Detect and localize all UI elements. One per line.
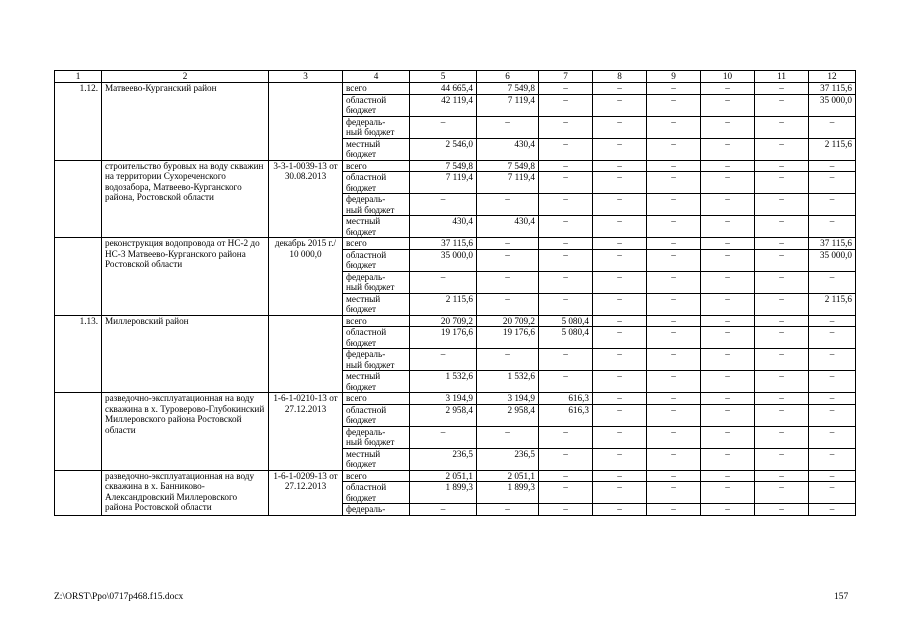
value-cell: – xyxy=(593,393,647,405)
value-cell: 37 115,6 xyxy=(809,83,856,95)
value-cell: – xyxy=(539,349,593,371)
value-cell: – xyxy=(809,470,856,482)
value-cell: – xyxy=(593,83,647,95)
value-cell: – xyxy=(539,194,593,216)
value-cell: 430,4 xyxy=(477,138,539,160)
value-cell: 2 115,6 xyxy=(410,293,477,315)
value-cell: – xyxy=(647,160,701,172)
value-cell: – xyxy=(755,138,809,160)
value-cell: – xyxy=(755,194,809,216)
value-cell: – xyxy=(701,448,755,470)
funding-source-line: федераль- xyxy=(346,504,386,514)
funding-source-line: бюджет xyxy=(346,182,377,193)
funding-source-line: федераль- xyxy=(346,349,386,359)
value-cell: – xyxy=(701,404,755,426)
table-row xyxy=(55,83,856,95)
funding-source-line: ный бюджет xyxy=(346,127,395,137)
value-cell: – xyxy=(647,504,701,516)
value-cell: – xyxy=(477,194,539,216)
table-row xyxy=(55,393,856,405)
funding-source-line: местный xyxy=(346,293,381,304)
funding-source-cell xyxy=(343,194,410,216)
value-cell: – xyxy=(701,238,755,250)
funding-source-line: всего xyxy=(346,470,367,481)
header-cell: 7 xyxy=(539,71,593,83)
value-cell: – xyxy=(701,293,755,315)
value-cell: – xyxy=(539,83,593,95)
value-cell: – xyxy=(755,116,809,138)
value-cell: – xyxy=(647,327,701,349)
value-cell: – xyxy=(647,293,701,315)
value-cell: – xyxy=(809,504,856,516)
value-cell: – xyxy=(647,138,701,160)
value-cell: 2 115,6 xyxy=(809,138,856,160)
funding-source-cell xyxy=(343,504,410,516)
funding-source-cell xyxy=(343,448,410,470)
value-cell: – xyxy=(477,238,539,250)
header-cell: 2 xyxy=(102,71,269,83)
value-cell: – xyxy=(410,271,477,293)
header-cell: 8 xyxy=(593,71,647,83)
value-cell: – xyxy=(701,94,755,116)
value-cell: 37 115,6 xyxy=(809,238,856,250)
value-cell: 2 051,1 xyxy=(410,470,477,482)
value-cell: – xyxy=(755,83,809,95)
value-cell: 19 176,6 xyxy=(410,327,477,349)
value-cell: – xyxy=(755,160,809,172)
value-cell: – xyxy=(539,426,593,448)
value-cell: – xyxy=(809,271,856,293)
value-cell: – xyxy=(410,349,477,371)
value-cell: – xyxy=(477,116,539,138)
value-cell: – xyxy=(647,238,701,250)
value-cell: – xyxy=(539,482,593,504)
funding-source-line: местный xyxy=(346,371,381,381)
funding-source-cell xyxy=(343,83,410,95)
value-cell: – xyxy=(701,271,755,293)
value-cell: – xyxy=(477,271,539,293)
value-cell: – xyxy=(539,371,593,393)
header-cell: 12 xyxy=(809,71,856,83)
value-cell: – xyxy=(701,315,755,327)
value-cell: – xyxy=(593,238,647,250)
value-cell: – xyxy=(755,349,809,371)
header-cell: 5 xyxy=(410,71,477,83)
reference-cell: декабрь 2015 г./ 10 000,0 xyxy=(269,238,343,316)
value-cell: – xyxy=(755,293,809,315)
value-cell: – xyxy=(755,393,809,405)
value-cell: 7 119,4 xyxy=(477,172,539,194)
value-cell: 2 115,6 xyxy=(809,293,856,315)
value-cell: – xyxy=(539,448,593,470)
funding-source-cell xyxy=(343,238,410,250)
value-cell: – xyxy=(539,470,593,482)
value-cell: – xyxy=(809,349,856,371)
header-cell: 9 xyxy=(647,71,701,83)
funding-source-line: федераль- xyxy=(346,194,386,204)
header-cell: 6 xyxy=(477,71,539,83)
value-cell: – xyxy=(593,172,647,194)
file-path: Z:\ORST\Ppo\0717p468.f15.docx xyxy=(54,592,184,602)
budget-table xyxy=(54,70,856,516)
funding-source-line: ный бюджет xyxy=(346,359,395,370)
funding-source-line: федераль- xyxy=(346,116,386,127)
value-cell: – xyxy=(755,482,809,504)
funding-source-line: бюджет xyxy=(346,492,377,503)
table-header-row xyxy=(55,71,856,83)
object-name-cell: Матвеево-Курганский район xyxy=(102,83,269,161)
value-cell: – xyxy=(593,249,647,271)
funding-source-line: бюджет xyxy=(346,149,377,159)
section-number-cell xyxy=(55,238,102,316)
value-cell: – xyxy=(593,138,647,160)
value-cell: 44 665,4 xyxy=(410,83,477,95)
funding-source-cell xyxy=(343,172,410,194)
value-cell: – xyxy=(809,327,856,349)
value-cell: 7 119,4 xyxy=(410,172,477,194)
header-cell: 11 xyxy=(755,71,809,83)
funding-source-line: областной xyxy=(346,404,387,415)
value-cell: – xyxy=(701,249,755,271)
value-cell: – xyxy=(755,172,809,194)
value-cell: – xyxy=(593,315,647,327)
value-cell: – xyxy=(701,482,755,504)
value-cell: – xyxy=(593,327,647,349)
funding-source-line: бюджет xyxy=(346,260,377,270)
value-cell: – xyxy=(410,116,477,138)
value-cell: – xyxy=(701,194,755,216)
value-cell: – xyxy=(755,371,809,393)
funding-source-cell xyxy=(343,349,410,371)
value-cell: – xyxy=(593,271,647,293)
value-cell: – xyxy=(593,160,647,172)
value-cell: – xyxy=(593,404,647,426)
value-cell: – xyxy=(809,404,856,426)
section-number-cell xyxy=(55,470,102,515)
value-cell: – xyxy=(593,504,647,516)
value-cell: – xyxy=(410,426,477,448)
value-cell: – xyxy=(410,194,477,216)
funding-source-line: областной xyxy=(346,249,387,260)
object-name-cell: строительство буровых на воду скважин на территории Сухореченского водозабора, Матвеево-Курганского района, Ростовской области xyxy=(102,160,269,238)
value-cell: – xyxy=(647,172,701,194)
value-cell: – xyxy=(701,116,755,138)
value-cell: – xyxy=(539,160,593,172)
funding-source-line: всего xyxy=(346,160,367,171)
funding-source-cell xyxy=(343,249,410,271)
value-cell: – xyxy=(593,470,647,482)
reference-cell xyxy=(269,315,343,393)
funding-source-line: местный xyxy=(346,138,381,149)
value-cell: – xyxy=(809,393,856,405)
value-cell: 2 958,4 xyxy=(410,404,477,426)
funding-source-line: бюджет xyxy=(346,226,377,237)
funding-source-line: областной xyxy=(346,172,387,182)
funding-source-cell xyxy=(343,371,410,393)
funding-source-cell xyxy=(343,160,410,172)
funding-source-line: бюджет xyxy=(346,304,377,314)
value-cell: 616,3 xyxy=(539,404,593,426)
value-cell: 7 119,4 xyxy=(477,94,539,116)
value-cell: – xyxy=(477,426,539,448)
value-cell: – xyxy=(701,371,755,393)
funding-source-line: всего xyxy=(346,315,367,326)
value-cell: – xyxy=(539,172,593,194)
value-cell: – xyxy=(647,349,701,371)
table-row xyxy=(55,470,856,482)
funding-source-line: местный xyxy=(346,448,381,459)
funding-source-line: местный xyxy=(346,216,381,226)
header-cell: 10 xyxy=(701,71,755,83)
value-cell: – xyxy=(755,238,809,250)
object-name-cell: реконструкция водопровода от НС-2 до НС-3 Матвеево-Курганского района Ростовской области xyxy=(102,238,269,316)
reference-cell: 3-3-1-0039-13 от 30.08.2013 xyxy=(269,160,343,238)
value-cell: – xyxy=(593,293,647,315)
value-cell: – xyxy=(701,216,755,238)
value-cell: – xyxy=(647,371,701,393)
value-cell: 20 709,2 xyxy=(477,315,539,327)
value-cell: – xyxy=(539,138,593,160)
table-row xyxy=(55,160,856,172)
value-cell: – xyxy=(593,426,647,448)
value-cell: – xyxy=(701,327,755,349)
funding-source-line: всего xyxy=(346,83,367,93)
value-cell: – xyxy=(755,504,809,516)
funding-source-line: бюджет xyxy=(346,459,377,469)
table-row xyxy=(55,315,856,327)
value-cell: – xyxy=(593,216,647,238)
value-cell: 5 080,4 xyxy=(539,327,593,349)
value-cell: – xyxy=(755,94,809,116)
value-cell: – xyxy=(809,194,856,216)
funding-source-cell xyxy=(343,315,410,327)
value-cell: 7 549,8 xyxy=(410,160,477,172)
value-cell: – xyxy=(755,315,809,327)
value-cell: – xyxy=(477,293,539,315)
funding-source-cell xyxy=(343,138,410,160)
value-cell: 2 958,4 xyxy=(477,404,539,426)
funding-source-line: бюджет xyxy=(346,381,377,392)
value-cell: 19 176,6 xyxy=(477,327,539,349)
value-cell: 2 051,1 xyxy=(477,470,539,482)
value-cell: – xyxy=(539,116,593,138)
value-cell: – xyxy=(647,404,701,426)
value-cell: – xyxy=(809,426,856,448)
value-cell: – xyxy=(755,404,809,426)
object-name-cell: разведочно-эксплуатационная на воду скважина в х. Банниково-Александровский Миллеровского района Ростовской области xyxy=(102,470,269,515)
page-number: 157 xyxy=(834,592,849,602)
funding-source-line: федераль- xyxy=(346,426,386,437)
funding-source-line: областной xyxy=(346,94,387,105)
value-cell: – xyxy=(755,249,809,271)
reference-cell: 1-6-1-0210-13 от 27.12.2013 xyxy=(269,393,343,471)
value-cell: – xyxy=(593,371,647,393)
funding-source-line: ный бюджет xyxy=(346,437,395,447)
value-cell: 2 546,0 xyxy=(410,138,477,160)
value-cell: – xyxy=(809,216,856,238)
funding-source-cell xyxy=(343,116,410,138)
header-cell: 3 xyxy=(269,71,343,83)
value-cell: – xyxy=(539,293,593,315)
value-cell: – xyxy=(647,448,701,470)
section-number-cell xyxy=(55,160,102,238)
value-cell: 5 080,4 xyxy=(539,315,593,327)
value-cell: – xyxy=(809,371,856,393)
value-cell: – xyxy=(539,504,593,516)
value-cell: – xyxy=(755,426,809,448)
value-cell: – xyxy=(647,393,701,405)
value-cell: – xyxy=(755,271,809,293)
funding-source-cell xyxy=(343,482,410,504)
reference-cell: 1-6-1-0209-13 от 27.12.2013 xyxy=(269,470,343,515)
value-cell: – xyxy=(539,238,593,250)
value-cell: 1 899,3 xyxy=(477,482,539,504)
table-row xyxy=(55,238,856,250)
funding-source-line: всего xyxy=(346,393,367,403)
value-cell: 3 194,9 xyxy=(477,393,539,405)
value-cell: – xyxy=(593,194,647,216)
value-cell: – xyxy=(701,504,755,516)
reference-cell xyxy=(269,83,343,161)
section-number-cell: 1.12. xyxy=(55,83,102,161)
header-cell: 1 xyxy=(55,71,102,83)
value-cell: – xyxy=(593,448,647,470)
value-cell: – xyxy=(647,271,701,293)
value-cell: – xyxy=(755,448,809,470)
value-cell: – xyxy=(410,504,477,516)
value-cell: 35 000,0 xyxy=(809,94,856,116)
value-cell: – xyxy=(701,160,755,172)
value-cell: – xyxy=(809,172,856,194)
funding-source-cell xyxy=(343,404,410,426)
header-cell: 4 xyxy=(343,71,410,83)
object-name-cell: разведочно-эксплуатационная на воду скважина в х. Туроверово-Глубокинский Миллеровского района Ростовской области xyxy=(102,393,269,471)
value-cell: 1 532,6 xyxy=(410,371,477,393)
funding-source-cell xyxy=(343,271,410,293)
value-cell: – xyxy=(809,482,856,504)
value-cell: 430,4 xyxy=(410,216,477,238)
value-cell: – xyxy=(647,94,701,116)
value-cell: – xyxy=(755,327,809,349)
value-cell: – xyxy=(701,426,755,448)
value-cell: – xyxy=(701,393,755,405)
value-cell: 7 549,8 xyxy=(477,83,539,95)
funding-source-cell xyxy=(343,293,410,315)
value-cell: – xyxy=(593,482,647,504)
funding-source-cell xyxy=(343,327,410,349)
value-cell: – xyxy=(809,160,856,172)
value-cell: – xyxy=(647,216,701,238)
value-cell: 1 532,6 xyxy=(477,371,539,393)
section-number-cell: 1.13. xyxy=(55,315,102,393)
funding-source-line: ный бюджет xyxy=(346,204,395,215)
value-cell: 236,5 xyxy=(477,448,539,470)
value-cell: 1 899,3 xyxy=(410,482,477,504)
value-cell: – xyxy=(593,116,647,138)
funding-source-line: бюджет xyxy=(346,415,377,425)
value-cell: 37 115,6 xyxy=(410,238,477,250)
value-cell: 7 549,8 xyxy=(477,160,539,172)
value-cell: – xyxy=(755,470,809,482)
value-cell: – xyxy=(701,172,755,194)
value-cell: – xyxy=(539,249,593,271)
funding-source-cell xyxy=(343,426,410,448)
value-cell: 3 194,9 xyxy=(410,393,477,405)
funding-source-line: бюджет xyxy=(346,337,377,348)
value-cell: – xyxy=(647,426,701,448)
funding-source-line: областной xyxy=(346,327,387,337)
value-cell: – xyxy=(539,271,593,293)
value-cell: 35 000,0 xyxy=(410,249,477,271)
value-cell: – xyxy=(701,349,755,371)
value-cell: – xyxy=(647,470,701,482)
funding-source-line: всего xyxy=(346,238,367,248)
funding-source-cell xyxy=(343,94,410,116)
value-cell: – xyxy=(477,349,539,371)
value-cell: – xyxy=(755,216,809,238)
value-cell: – xyxy=(701,470,755,482)
funding-source-cell xyxy=(343,216,410,238)
funding-source-line: федераль- xyxy=(346,271,386,282)
value-cell: – xyxy=(809,315,856,327)
value-cell: – xyxy=(647,249,701,271)
section-number-cell xyxy=(55,393,102,471)
value-cell: 236,5 xyxy=(410,448,477,470)
funding-source-line: бюджет xyxy=(346,105,377,115)
value-cell: – xyxy=(647,194,701,216)
value-cell: 430,4 xyxy=(477,216,539,238)
value-cell: – xyxy=(809,116,856,138)
value-cell: – xyxy=(539,94,593,116)
value-cell: 35 000,0 xyxy=(809,249,856,271)
value-cell: – xyxy=(809,448,856,470)
value-cell: 20 709,2 xyxy=(410,315,477,327)
value-cell: 616,3 xyxy=(539,393,593,405)
value-cell: – xyxy=(647,482,701,504)
value-cell: – xyxy=(647,116,701,138)
value-cell: – xyxy=(477,504,539,516)
value-cell: – xyxy=(701,138,755,160)
value-cell: – xyxy=(539,216,593,238)
funding-source-line: ный бюджет xyxy=(346,282,395,292)
value-cell: – xyxy=(647,83,701,95)
value-cell: – xyxy=(647,315,701,327)
object-name-cell: Миллеровский район xyxy=(102,315,269,393)
funding-source-cell xyxy=(343,393,410,405)
value-cell: – xyxy=(701,83,755,95)
funding-source-cell xyxy=(343,470,410,482)
funding-source-line: областной xyxy=(346,482,387,492)
value-cell: – xyxy=(477,249,539,271)
value-cell: – xyxy=(593,94,647,116)
value-cell: 42 119,4 xyxy=(410,94,477,116)
value-cell: – xyxy=(593,349,647,371)
